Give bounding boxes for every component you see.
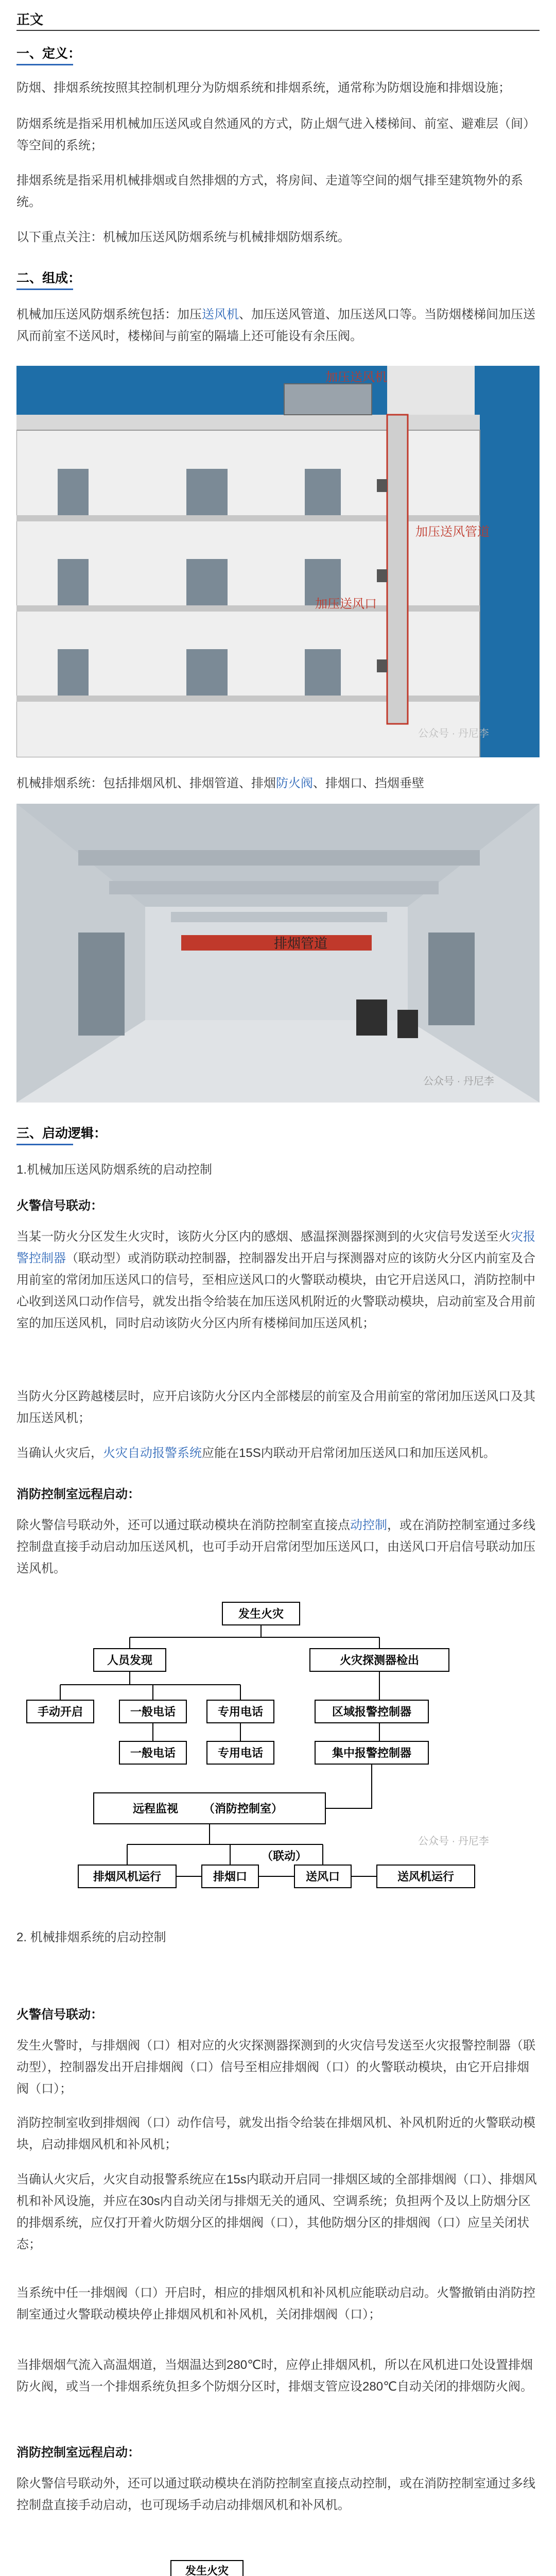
paragraph: 排烟系统是指采用机械排烟或自然排烟的方式，将房间、走道等空间的烟气排至建筑物外的系统。 xyxy=(16,174,523,209)
paragraph: 当确认火灾后，火灾自动报警系统应在15s内联动开启同一排烟区域的全部排烟阀（口）、排烟风机和补风设施，并应在30s内自动关闭与排烟无关的通风、空调系统；负担两个及以上防烟分区的排烟系统，应仅打开着火防烟分区的排烟阀（口），其他防烟分区的排烟阀（口）应呈关闭状态； xyxy=(16,2173,537,2251)
figure-smoke-exhaust-corridor xyxy=(16,804,540,1103)
node-room: （消防控制室） xyxy=(203,1802,283,1815)
subsection-title: 1.机械加压送风防烟系统的启动控制 xyxy=(16,1163,213,1177)
flowchart-pressurization xyxy=(16,1597,540,1906)
text-run: 应能在15S内联动开启常闭加压送风口和加压送风机。 xyxy=(202,1446,496,1460)
paragraph xyxy=(16,304,540,347)
label-linkage: （联动） xyxy=(261,1850,307,1862)
fan-label: 加压送风机 xyxy=(325,370,387,384)
duct-label: 排烟管道 xyxy=(274,936,328,951)
subsection-title: 2. 机械排烟系统的启动控制 xyxy=(16,1930,166,1944)
node-fan: 送风机运行 xyxy=(397,1870,455,1883)
link-fire-damper[interactable]: 防火阀 xyxy=(276,776,313,790)
paragraph xyxy=(16,773,540,794)
flowchart-smoke-exhaust xyxy=(16,2555,540,2576)
node-outlet: 送风口 xyxy=(305,1870,340,1883)
text-run: 当确认火灾后， xyxy=(16,1446,103,1460)
paragraph: 当防火分区跨越楼层时，应开启该防火分区内全部楼层的前室及合用前室的常闭加压送风口及其加压送风机； xyxy=(16,1389,535,1425)
node-fire: 发生火灾 xyxy=(238,1607,284,1620)
watermark: 公众号 · 丹尼李 xyxy=(418,728,489,739)
text-run: 除火警信号联动外，还可以通过联动模块在消防控制室直接点 xyxy=(16,1518,350,1532)
node-phone: 一般电话 xyxy=(130,1705,176,1718)
watermark: 公众号 · 丹尼李 xyxy=(418,1836,489,1847)
section-title-logic: 三、启动逻辑： xyxy=(16,1126,107,1141)
node-alarm: 区域报警控制器 xyxy=(332,1705,412,1718)
node-exhaust: 排烟口 xyxy=(213,1870,248,1883)
node-manual: 手动开启 xyxy=(37,1705,83,1718)
heading-remote-start-2: 消防控制室远程启动： xyxy=(16,2446,140,2460)
paragraph xyxy=(16,1515,540,1580)
link-fire-alarm-system[interactable]: 火灾自动报警系统 xyxy=(103,1446,202,1460)
link-alarm-controller[interactable]: 灾报警控制器 xyxy=(16,1230,535,1265)
node-smoke-fan: 排烟风机运行 xyxy=(93,1870,162,1883)
text-run: 、排烟口、挡烟垂壁 xyxy=(313,776,424,790)
node-phone2: 一般电话 xyxy=(130,1747,176,1759)
paragraph: 消防控制室收到排烟阀（口）动作信号，就发出指令给装在排烟风机、补风机附近的火警联动模块，启动排烟风机和补风机； xyxy=(16,2116,535,2151)
node-special: 专用电话 xyxy=(217,1705,264,1718)
text-run: （联动型）或消防联动控制器，控制器发出开启与探测器对应的该防火分区内前室及合用前室的常闭加压送风口的信号，至相应送风口的火警联动模块，由它开启送风口，消防控制中心收到送风口动作信号，就发出指令给装在加压送风机附近的火警联动模块，启动前室及合用前室的加压送风机，同时启动该防火分区内所有楼梯间加压送风机； xyxy=(16,1251,535,1330)
paragraph xyxy=(16,1226,540,1334)
node-special2: 专用电话 xyxy=(217,1747,264,1759)
paragraph: 当排烟烟气流入高温烟道，当烟温达到280℃时，应停止排烟风机，所以在风机进口处设置排烟防火阀，或当一个排烟系统负担多个防烟分区时，排烟支管应设280℃自动关闭的排烟防火阀。 xyxy=(16,2358,533,2394)
heading-remote-start: 消防控制室远程启动： xyxy=(16,1487,140,1501)
link-fan[interactable]: 送风机 xyxy=(202,308,239,321)
paragraph: 防烟系统是指采用机械加压送风或自然通风的方式，防止烟气进入楼梯间、前室、避难层（间）等空间的系统； xyxy=(16,117,535,152)
link-motion-control[interactable]: 动控制 xyxy=(350,1518,387,1532)
node-fire: 发生火灾 xyxy=(185,2565,229,2576)
section-title-definition: 一、定义： xyxy=(16,46,81,61)
section-underline xyxy=(16,1144,73,1145)
paragraph xyxy=(16,1443,540,1464)
text-run: 机械排烟系统：包括排烟风机、排烟管道、排烟 xyxy=(16,776,276,790)
paragraph: 以下重点关注：机械加压送风防烟系统与机械排烟防烟系统。 xyxy=(16,230,350,244)
heading-fire-linkage: 火警信号联动： xyxy=(16,1199,103,1213)
page-header-label: 正文 xyxy=(16,12,44,27)
text-run: ，或在消防控制室通过多线控制盘直接手动启动加压送风机，也可手动开启常闭型加压送风口，由送风口开启信号联动加压送风机。 xyxy=(16,1518,535,1575)
header-divider xyxy=(16,30,540,31)
outlet-label: 加压送风口 xyxy=(315,597,377,611)
figure-building-pressurization xyxy=(16,366,540,757)
text-run: 当某一防火分区发生火灾时，该防火分区内的感烟、感温探测器探测到的火灾信号发送至火 xyxy=(16,1230,511,1244)
duct-label: 加压送风管道 xyxy=(415,525,490,539)
paragraph: 除火警信号联动外，还可以通过联动模块在消防控制室直接点动控制，或在消防控制室通过多线控制盘直接手动启动，也可现场手动启动排烟风机和补风机。 xyxy=(16,2477,535,2512)
node-central: 集中报警控制器 xyxy=(332,1747,412,1759)
section-underline xyxy=(16,289,73,290)
paragraph: 当系统中任一排烟阀（口）开启时，相应的排烟风机和补风机应能联动启动。火警撤销由消防控制室通过火警联动模块停止排烟风机和补风机，关闭排烟阀（口）； xyxy=(16,2286,535,2321)
paragraph: 发生火警时，与排烟阀（口）相对应的火灾探测器探测到的火灾信号发送至火灾报警控制器（联动型），控制器发出开启排烟阀（口）信号至相应排烟阀（口）的火警联动模块，由它开启排烟阀（口）； xyxy=(16,2039,535,2096)
node-found: 人员发现 xyxy=(107,1654,153,1667)
text-run: 、加压送风管道、加压送风口等。当防烟楼梯间加压送风而前室不送风时，楼梯间与前室的隔墙上还可能设有余压阀。 xyxy=(16,308,535,343)
node-remote: 远程监视 xyxy=(132,1802,179,1815)
text-run: 机械加压送风防烟系统包括：加压 xyxy=(16,308,202,321)
heading-fire-linkage-2: 火警信号联动： xyxy=(16,2008,103,2022)
section-underline xyxy=(16,64,73,65)
section-title-composition: 二、组成： xyxy=(16,271,81,285)
paragraph: 防烟、排烟系统按照其控制机理分为防烟系统和排烟系统，通常称为防烟设施和排烟设施； xyxy=(16,81,511,95)
node-detect: 火灾探测器检出 xyxy=(339,1654,420,1667)
watermark: 公众号 · 丹尼李 xyxy=(423,1076,494,1087)
